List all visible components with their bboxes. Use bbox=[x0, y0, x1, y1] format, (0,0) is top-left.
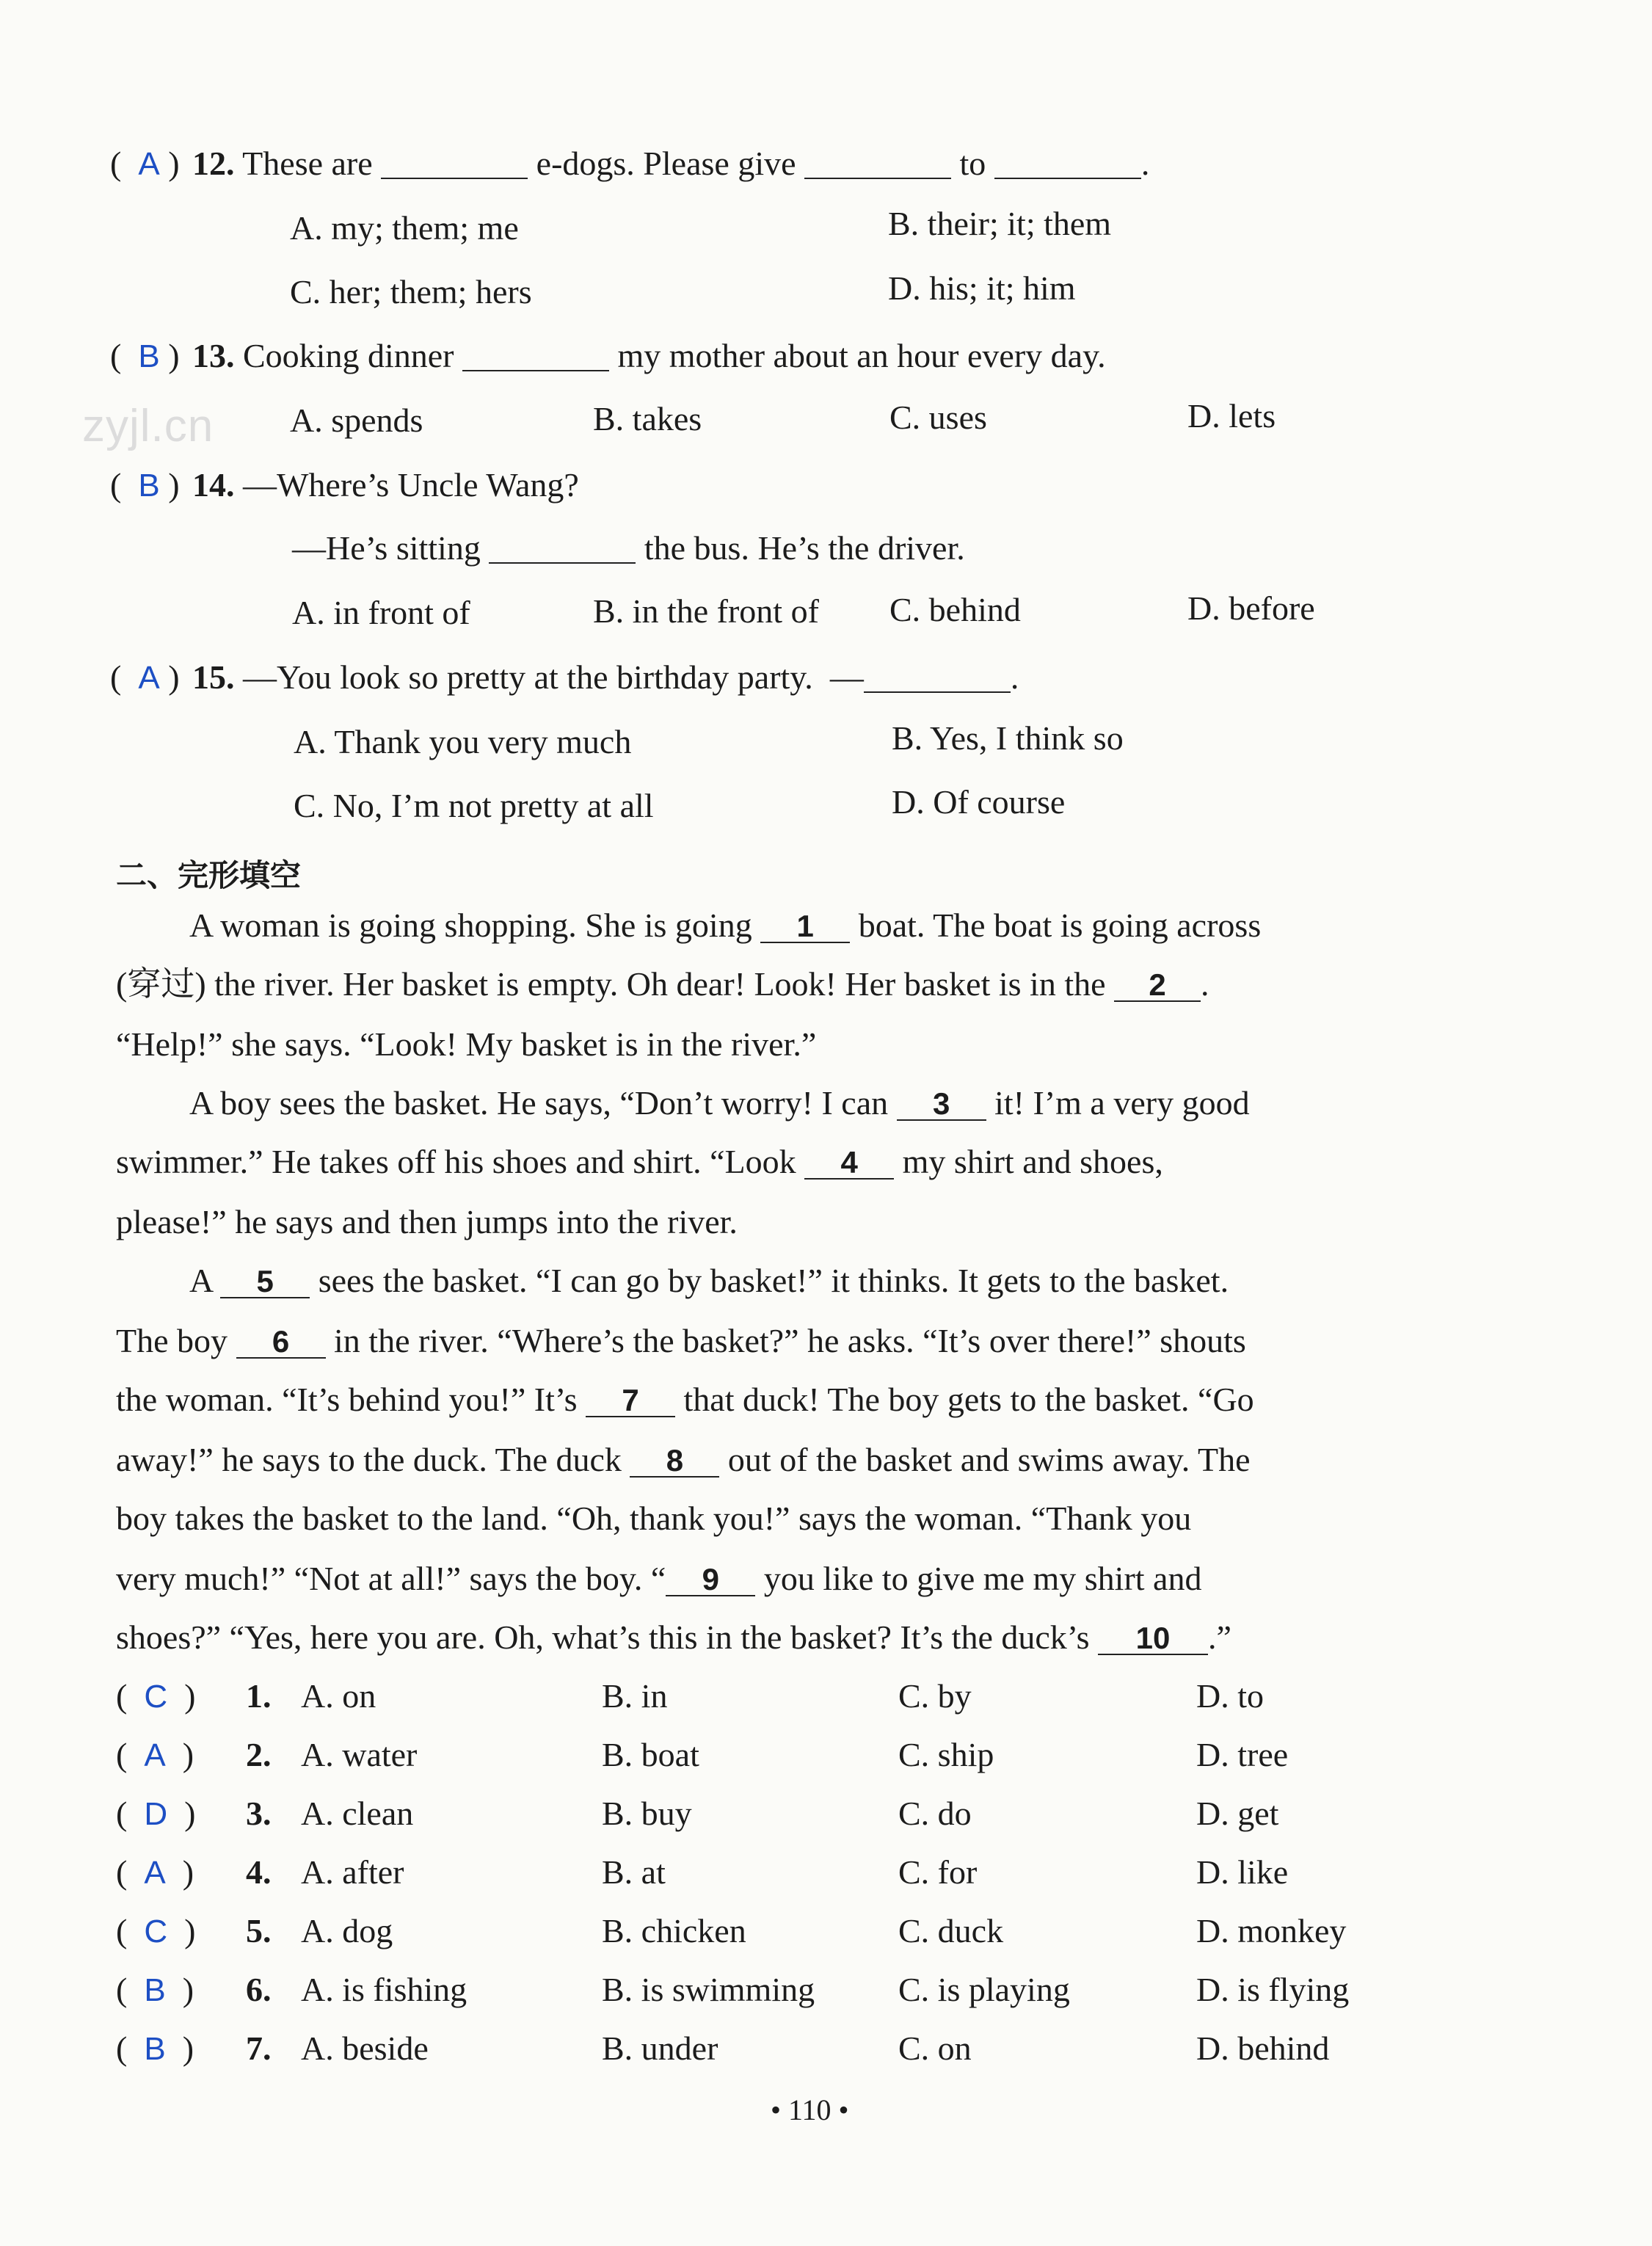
passage-text: my shirt and shoes, bbox=[902, 1143, 1163, 1180]
option-b: B. in the front of bbox=[593, 592, 819, 630]
option-c: C. for bbox=[898, 1853, 978, 1891]
stem-text: the bus. He’s the driver. bbox=[644, 529, 965, 567]
answer-paren: ( B ) bbox=[116, 1971, 194, 2008]
page-number: • 110 • bbox=[771, 2093, 849, 2126]
passage-line bbox=[116, 1383, 1254, 1417]
stem-text: These are bbox=[242, 145, 373, 182]
answer-blank bbox=[804, 148, 951, 179]
cloze-question-3 bbox=[0, 1797, 1652, 1833]
passage-text: . bbox=[1201, 965, 1209, 1003]
question-14-reply bbox=[292, 531, 965, 565]
answer-paren: ( C ) bbox=[116, 1912, 196, 1949]
passage-line bbox=[116, 1562, 1201, 1596]
answer-paren: ( B ) bbox=[110, 466, 180, 504]
option-a: A. Thank you very much bbox=[294, 723, 632, 760]
passage-text: .” bbox=[1207, 1618, 1231, 1656]
passage-line bbox=[189, 906, 1262, 944]
cloze-question-7 bbox=[0, 2029, 1652, 2068]
question-number: 15. bbox=[192, 658, 235, 696]
question-number: 7. bbox=[246, 2029, 272, 2067]
answer-letter: A bbox=[144, 1855, 166, 1891]
passage-line bbox=[116, 1324, 1246, 1359]
option-a: A. clean bbox=[301, 1795, 414, 1832]
cloze-blank: 5 bbox=[220, 1266, 310, 1298]
option-c: C. do bbox=[898, 1795, 972, 1832]
answer-letter: A bbox=[138, 146, 160, 182]
cloze-blank: 10 bbox=[1098, 1623, 1208, 1655]
option-a: A. on bbox=[301, 1677, 376, 1715]
option-a: A. spends bbox=[290, 401, 423, 439]
cloze-blank: 3 bbox=[897, 1089, 986, 1121]
question-number: 4. bbox=[246, 1853, 272, 1891]
question-number: 6. bbox=[246, 1971, 272, 2008]
option-b: B. under bbox=[602, 2029, 718, 2067]
answer-letter: A bbox=[144, 1737, 166, 1773]
option-c: C. uses bbox=[889, 399, 987, 436]
passage-line bbox=[116, 1025, 817, 1063]
question-15 bbox=[110, 658, 1019, 696]
passage-line bbox=[116, 1618, 1231, 1656]
watermark: zyjl.cn bbox=[82, 401, 214, 451]
option-c: C. behind bbox=[889, 591, 1021, 628]
passage-line bbox=[116, 1145, 1163, 1180]
answer-letter: B bbox=[138, 468, 160, 504]
question-number: 2. bbox=[246, 1736, 272, 1773]
option-d: D. lets bbox=[1187, 397, 1276, 435]
option-d: D. before bbox=[1187, 589, 1315, 627]
option-c: C. is playing bbox=[898, 1971, 1070, 2008]
passage-line bbox=[189, 1086, 1250, 1121]
option-d: D. like bbox=[1196, 1853, 1289, 1891]
passage-line bbox=[116, 1205, 738, 1239]
answer-paren: ( B ) bbox=[110, 337, 180, 374]
question-number: 5. bbox=[246, 1912, 272, 1949]
passage-text: out of the basket and swims away. The bbox=[727, 1441, 1251, 1478]
option-a: A. beside bbox=[301, 2029, 429, 2067]
passage-text: very much!” “Not at all!” says the boy. “ bbox=[116, 1560, 666, 1597]
answer-paren: ( D ) bbox=[116, 1795, 196, 1832]
option-d: D. his; it; him bbox=[888, 269, 1076, 307]
option-a: A. in front of bbox=[292, 594, 470, 631]
passage-text: “Help!” she says. “Look! My basket is in the river.” bbox=[116, 1025, 817, 1063]
option-c: C. on bbox=[898, 2029, 972, 2067]
answer-letter: C bbox=[144, 1679, 168, 1715]
section-title: 二、完形填空 bbox=[116, 857, 302, 893]
answer-blank bbox=[864, 662, 1011, 693]
passage-text: the woman. “It’s behind you!” It’s bbox=[116, 1381, 578, 1418]
option-b: B. in bbox=[602, 1677, 668, 1715]
passage-text: (穿过) the river. Her basket is empty. Oh dear! Look! Her basket is in the bbox=[116, 965, 1106, 1003]
passage-text: A woman is going shopping. She is going bbox=[189, 906, 752, 944]
stem-text: — bbox=[829, 658, 864, 696]
option-d: D. Of course bbox=[892, 783, 1066, 821]
passage-text: boat. The boat is going across bbox=[858, 906, 1262, 944]
cloze-question-6 bbox=[0, 1973, 1652, 2010]
option-b: B. at bbox=[602, 1853, 666, 1891]
passage-line bbox=[189, 1264, 1229, 1298]
answer-paren: ( B ) bbox=[116, 2029, 194, 2067]
passage-text: A boy sees the basket. He says, “Don’t worry! I can bbox=[189, 1084, 889, 1122]
passage-text: sees the basket. “I can go by basket!” it thinks. It gets to the basket. bbox=[318, 1262, 1229, 1299]
passage-text: you like to give me my shirt and bbox=[763, 1560, 1202, 1597]
passage-line bbox=[116, 1443, 1250, 1478]
answer-letter: D bbox=[144, 1796, 168, 1832]
cloze-blank: 9 bbox=[666, 1564, 755, 1596]
question-number: 12. bbox=[192, 145, 235, 182]
option-d: D. to bbox=[1196, 1677, 1264, 1715]
option-c: C. ship bbox=[898, 1736, 994, 1773]
stem-text: —You look so pretty at the birthday party. bbox=[243, 658, 813, 696]
option-c: C. by bbox=[898, 1677, 972, 1715]
question-13 bbox=[110, 339, 1106, 373]
passage-text: it! I’m a very good bbox=[994, 1084, 1250, 1122]
question-12 bbox=[110, 147, 1149, 181]
answer-blank bbox=[462, 341, 609, 371]
option-d: D. monkey bbox=[1196, 1912, 1347, 1949]
stem-text: . bbox=[1010, 658, 1019, 696]
option-c: C. duck bbox=[898, 1912, 1004, 1949]
passage-text: shoes?” “Yes, here you are. Oh, what’s this in the basket? It’s the duck’s bbox=[116, 1618, 1090, 1656]
option-d: D. behind bbox=[1196, 2029, 1330, 2067]
option-a: A. dog bbox=[301, 1912, 393, 1949]
stem-text: —He’s sitting bbox=[292, 529, 481, 567]
passage-text: swimmer.” He takes off his shoes and shirt. “Look bbox=[116, 1143, 796, 1180]
cloze-question-4 bbox=[0, 1853, 1652, 1892]
cloze-blank: 7 bbox=[586, 1385, 675, 1417]
question-number: 3. bbox=[246, 1795, 272, 1832]
stem-text: to bbox=[959, 145, 986, 182]
option-b: B. buy bbox=[602, 1795, 692, 1832]
answer-letter: B bbox=[138, 338, 160, 374]
answer-letter: C bbox=[144, 1914, 168, 1949]
cloze-blank: 8 bbox=[630, 1445, 719, 1478]
option-b: B. boat bbox=[602, 1736, 699, 1773]
stem-text: —Where’s Uncle Wang? bbox=[243, 466, 579, 504]
passage-text: away!” he says to the duck. The duck bbox=[116, 1441, 622, 1478]
option-b: B. takes bbox=[593, 400, 702, 437]
cloze-blank: 4 bbox=[804, 1147, 894, 1180]
cloze-blank: 2 bbox=[1114, 970, 1201, 1002]
answer-paren: ( A ) bbox=[110, 658, 180, 696]
answer-letter: B bbox=[144, 2031, 166, 2067]
answer-blank bbox=[994, 148, 1141, 179]
stem-text: . bbox=[1140, 145, 1150, 182]
cloze-question-2 bbox=[0, 1738, 1652, 1775]
stem-text: Cooking dinner bbox=[243, 337, 454, 374]
option-a: A. is fishing bbox=[301, 1971, 467, 2008]
option-a: A. water bbox=[301, 1736, 418, 1773]
answer-paren: ( C ) bbox=[116, 1677, 196, 1715]
option-b: B. Yes, I think so bbox=[892, 719, 1124, 757]
cloze-question-1 bbox=[0, 1679, 1652, 1716]
option-a: A. my; them; me bbox=[290, 209, 519, 247]
answer-paren: ( A ) bbox=[116, 1736, 194, 1773]
question-14 bbox=[110, 468, 579, 502]
passage-text: A bbox=[189, 1262, 212, 1299]
answer-paren: ( A ) bbox=[110, 145, 180, 182]
option-b: B. their; it; them bbox=[888, 205, 1112, 242]
option-b: B. is swimming bbox=[602, 1971, 815, 2008]
cloze-blank: 1 bbox=[760, 911, 850, 943]
question-number: 14. bbox=[192, 466, 235, 504]
passage-line bbox=[116, 1502, 1191, 1536]
passage-text: The boy bbox=[116, 1322, 228, 1359]
option-d: D. tree bbox=[1196, 1736, 1289, 1773]
passage-line bbox=[116, 967, 1209, 1002]
cloze-blank: 6 bbox=[236, 1326, 326, 1359]
passage-text: boy takes the basket to the land. “Oh, thank you!” says the woman. “Thank you bbox=[116, 1500, 1192, 1537]
stem-text: e-dogs. Please give bbox=[536, 145, 796, 182]
answer-blank bbox=[489, 533, 636, 564]
option-d: D. get bbox=[1196, 1795, 1279, 1832]
passage-text: in the river. “Where’s the basket?” he asks. “It’s over there!” shouts bbox=[334, 1322, 1246, 1359]
stem-text: my mother about an hour every day. bbox=[617, 337, 1106, 374]
question-number: 13. bbox=[192, 337, 235, 374]
option-b: B. chicken bbox=[602, 1912, 746, 1949]
answer-paren: ( A ) bbox=[116, 1853, 194, 1891]
passage-text: please!” he says and then jumps into the river. bbox=[116, 1203, 738, 1240]
cloze-question-5 bbox=[0, 1914, 1652, 1951]
option-c: C. No, I’m not pretty at all bbox=[294, 787, 654, 824]
answer-blank bbox=[381, 148, 528, 179]
answer-letter: A bbox=[138, 660, 160, 696]
option-c: C. her; them; hers bbox=[290, 273, 532, 310]
answer-letter: B bbox=[144, 1972, 166, 2008]
option-a: A. after bbox=[301, 1853, 404, 1891]
passage-text: that duck! The boy gets to the basket. “Go bbox=[683, 1381, 1254, 1418]
option-d: D. is flying bbox=[1196, 1971, 1350, 2008]
question-number: 1. bbox=[246, 1677, 272, 1715]
